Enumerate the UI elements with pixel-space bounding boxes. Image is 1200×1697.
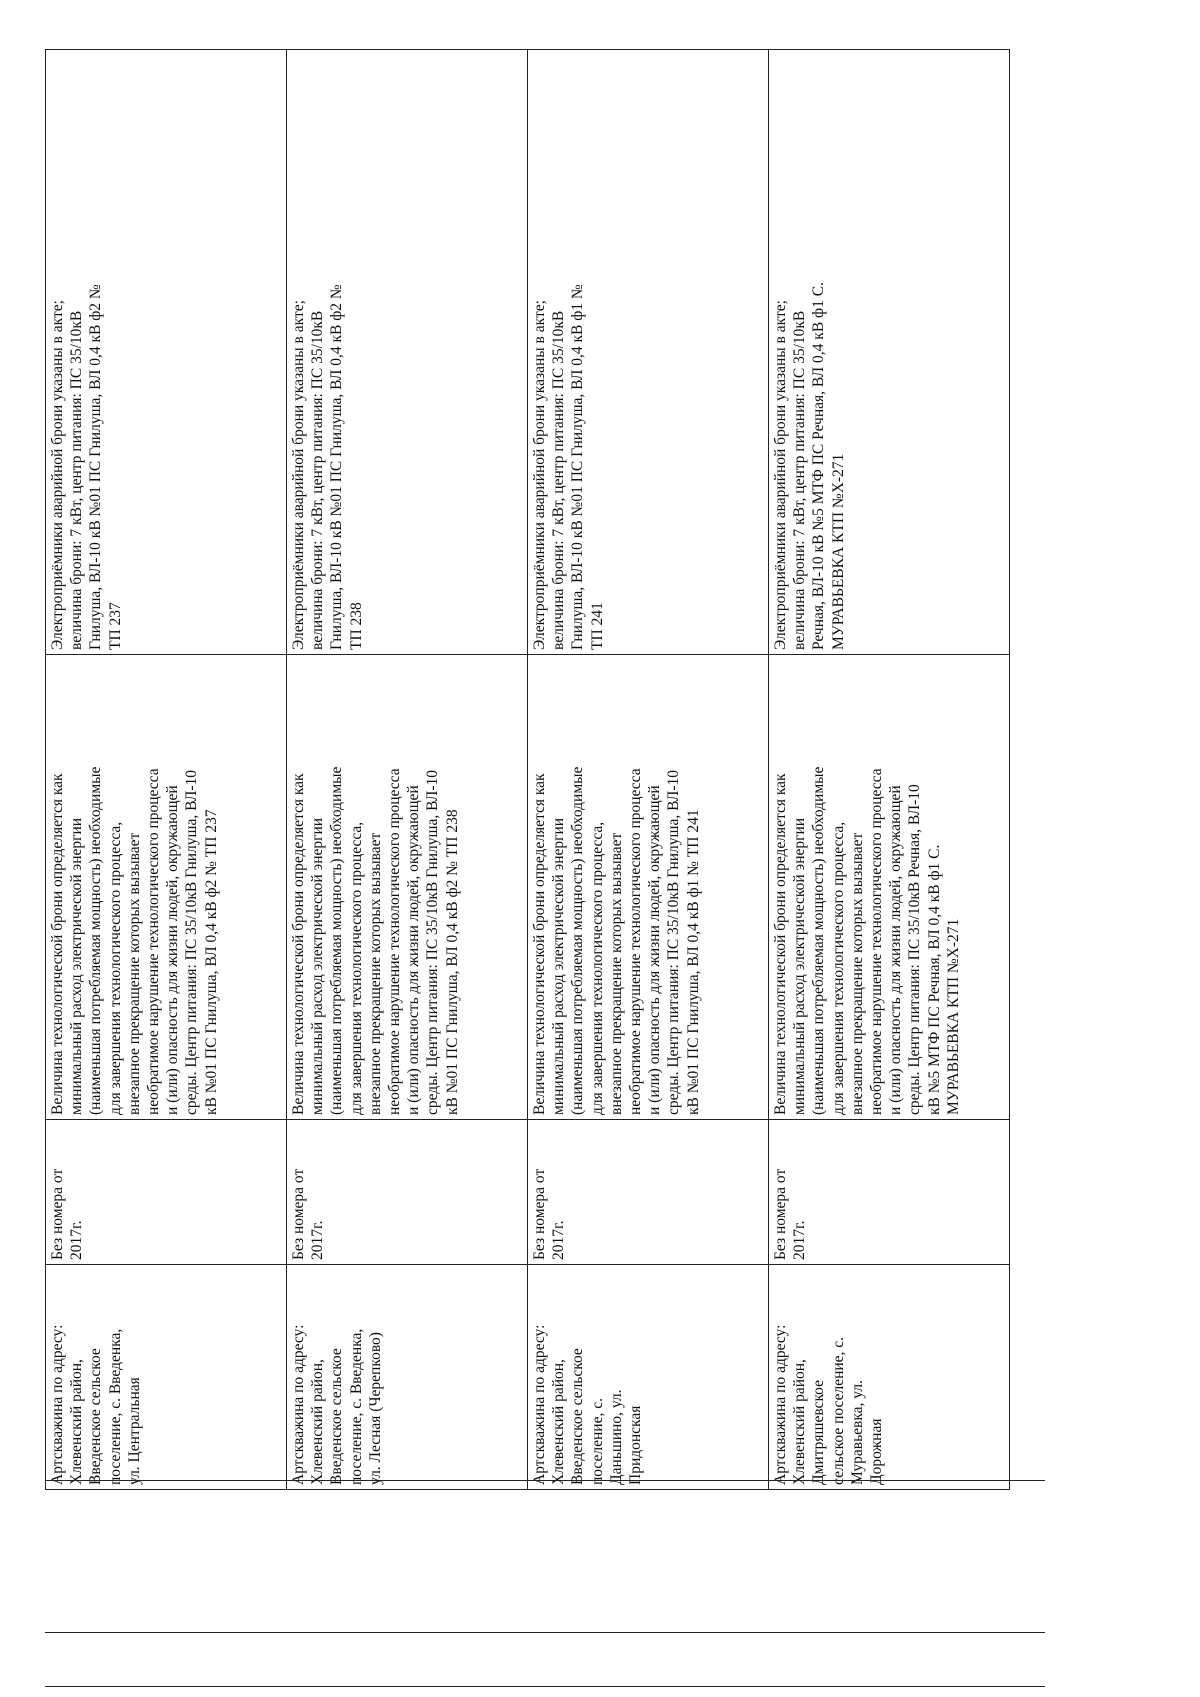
document-number-cell: Без номера от 2017г. (46, 1120, 287, 1265)
document-number-cell: Без номера от 2017г. (769, 1120, 1010, 1265)
horizontal-rule (45, 1632, 1045, 1633)
table-row (46, 50, 287, 1490)
table-row (287, 50, 528, 1490)
table-row (528, 50, 769, 1490)
document-number-cell: Без номера от 2017г. (287, 1120, 528, 1265)
horizontal-rule (45, 1686, 1045, 1687)
address-cell: Артскважина по адресу: Хлевенский район, Введенское сельское поселение, с. Введенка, ул. Лесная (Черепково) (287, 1265, 528, 1490)
address-cell: Артскважина по адресу: Хлевенский район, Введенское сельское поселение, с. Даньшино, ул. Придонская (528, 1265, 769, 1490)
rotated-table-wrapper (45, 50, 1045, 1490)
backup-power-table (45, 49, 1010, 1490)
address-cell: Артскважина по адресу: Хлевенский район, Введенское сельское поселение, с. Введенка, ул. Центральная (46, 1265, 287, 1490)
description-cell: Величина технологической брони определяется как минимальный расход электрической энергии (наименьшая потребляемая мощность) необходимые для завершения технологического процесса, внезапное прекращение которых вызывает необратимое нарушение технологического процесса и (или) опасность для жизни людей, окружающей среды. Центр питания: ПС 35/10кВ Гнилуша, ВЛ-10 кВ №01 ПС Гнилуша, ВЛ 0,4 кВ ф2 № ТП 238 (287, 655, 528, 1120)
emergency-reserve-cell: Электроприёмники аварийной брони указаны в акте; величина брони: 7 кВт, центр питания: ПС 35/10кВ Гнилуша, ВЛ-10 кВ №01 ПС Гнилуша, ВЛ 0,4 кВ ф1 № ТП 241 (528, 50, 769, 655)
horizontal-rule (45, 1480, 1045, 1481)
description-cell: Величина технологической брони определяется как минимальный расход электрической энергии (наименьшая потребляемая мощность) необходимые для завершения технологического процесса, внезапное прекращение которых вызывает необратимое нарушение технологического процесса и (или) опасность для жизни людей, окружающей среды. Центр питания: ПС 35/10кВ Гнилуша, ВЛ-10 кВ №01 ПС Гнилуша, ВЛ 0,4 кВ ф1 № ТП 241 (528, 655, 769, 1120)
emergency-reserve-cell: Электроприёмники аварийной брони указаны в акте; величина брони: 7 кВт, центр питания: ПС 35/10кВ Речная, ВЛ-10 кВ №5 МТФ ПС Речная, ВЛ 0,4 кВ ф1 С. МУРАВЬЕВКА КТП №Х-271 (769, 50, 1010, 655)
description-cell: Величина технологической брони определяется как минимальный расход электрической энергии (наименьшая потребляемая мощность) необходимые для завершения технологического процесса, внезапное прекращение которых вызывает необратимое нарушение технологического процесса и (или) опасность для жизни людей, окружающей среды. Центр питания: ПС 35/10кВ Гнилуша, ВЛ-10 кВ №01 ПС Гнилуша, ВЛ 0,4 кВ ф2 № ТП 237 (46, 655, 287, 1120)
address-cell: Артскважина по адресу: Хлевенский район, Дмитряшевское сельское поселение, с. Муравьевка, ул. Дорожная (769, 1265, 1010, 1490)
description-cell: Величина технологической брони определяется как минимальный расход электрической энергии (наименьшая потребляемая мощность) необходимые для завершения технологического процесса, внезапное прекращение которых вызывает необратимое нарушение технологического процесса и (или) опасность для жизни людей, окружающей среды. Центр питания: ПС 35/10кВ Речная, ВЛ-10 кВ №5 МТФ ПС Речная, ВЛ 0,4 кВ ф1 С. МУРАВЬЕВКА КТП №Х-271 (769, 655, 1010, 1120)
emergency-reserve-cell: Электроприёмники аварийной брони указаны в акте; величина брони: 7 кВт, центр питания: ПС 35/10кВ Гнилуша, ВЛ-10 кВ №01 ПС Гнилуша, ВЛ 0,4 кВ ф2 № ТП 238 (287, 50, 528, 655)
document-number-cell: Без номера от 2017г. (528, 1120, 769, 1265)
emergency-reserve-cell: Электроприёмники аварийной брони указаны в акте; величина брони: 7 кВт, центр питания: ПС 35/10кВ Гнилуша, ВЛ-10 кВ №01 ПС Гнилуша, ВЛ 0,4 кВ ф2 № ТП 237 (46, 50, 287, 655)
table-row (769, 50, 1010, 1490)
